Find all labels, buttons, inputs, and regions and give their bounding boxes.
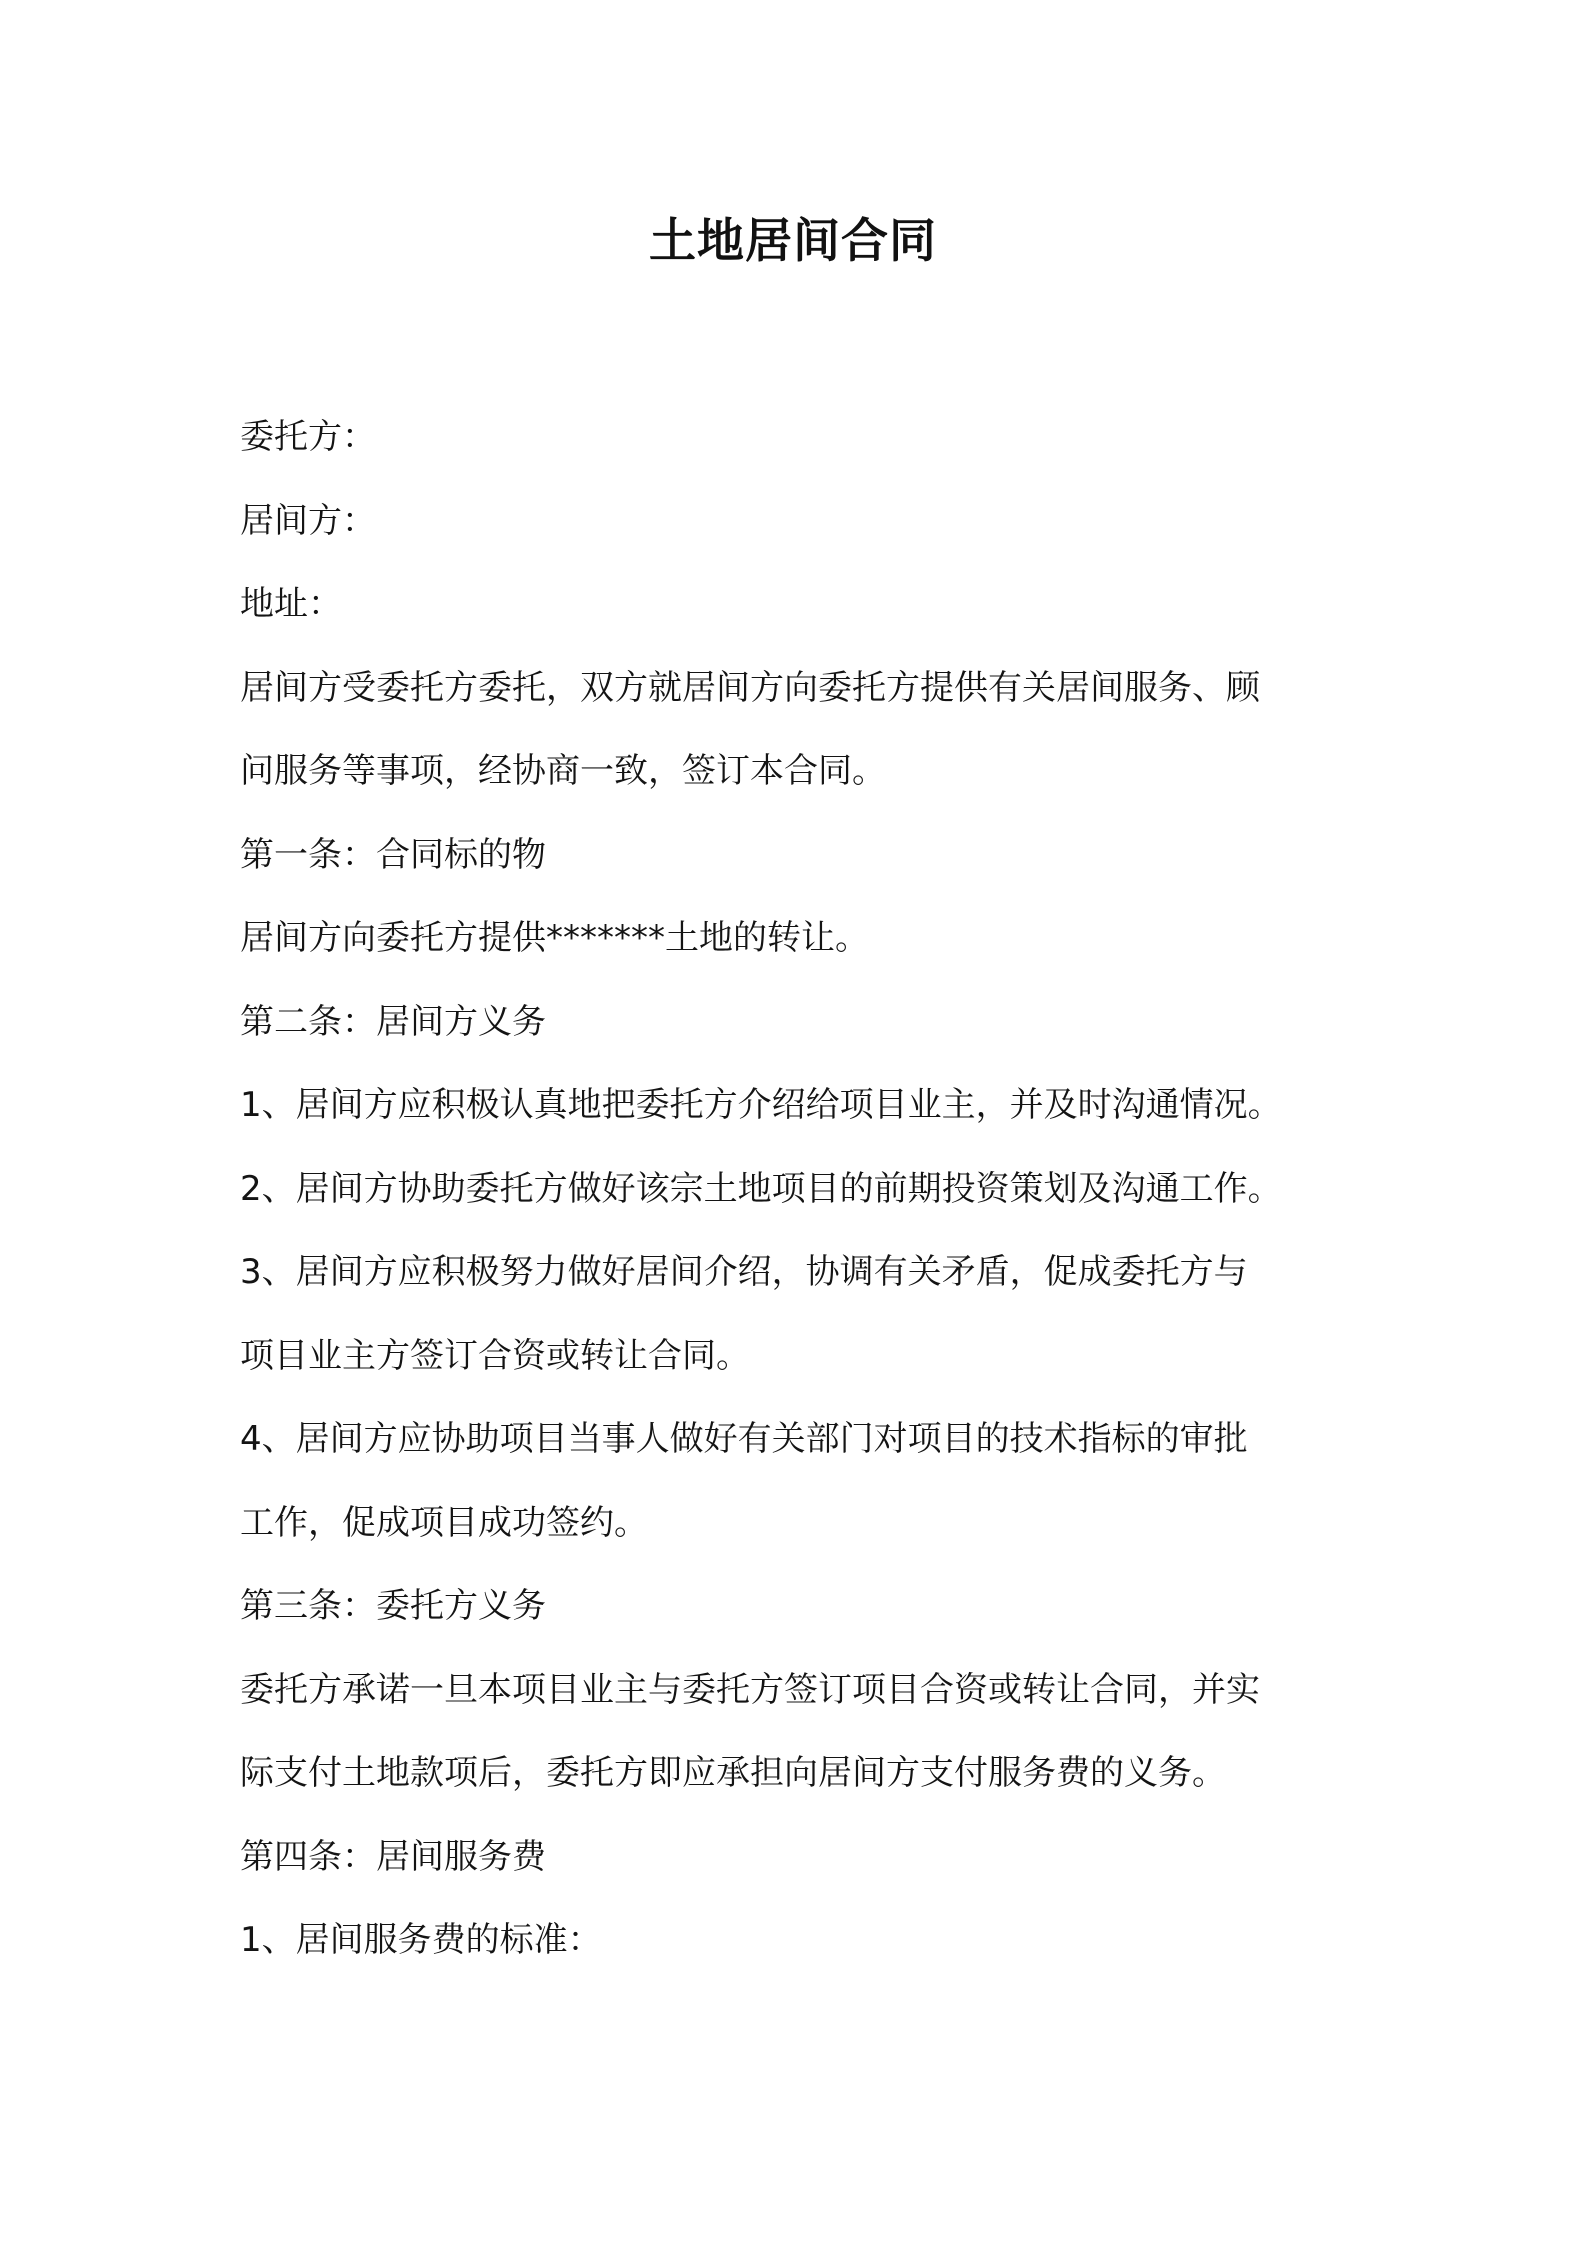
clause-line: 项目业主方签订合资或转让合同。	[240, 1335, 750, 1376]
clause-line: 4、居间方应协助项目当事人做好有关部门对项目的技术指标的审批	[240, 1419, 1248, 1459]
clause-line: 1、居间方应积极认真地把委托方介绍给项目业主，并及时沟通情况。	[240, 1085, 1282, 1125]
party-client-line: 委托方：	[240, 417, 376, 457]
clause-line: 工作，促成项目成功签约。	[240, 1502, 648, 1543]
preamble-line: 问服务等事项，经协商一致，签订本合同。	[240, 751, 886, 791]
document-body	[240, 404, 1360, 1991]
clause-line: 3、居间方应积极努力做好居间介绍，协调有关矛盾，促成委托方与	[240, 1252, 1248, 1292]
address-line: 地址：	[240, 584, 342, 624]
article-text-line: 居间方向委托方提供*******土地的转让。	[240, 918, 869, 958]
article-heading: 第二条：居间方义务	[240, 1001, 546, 1042]
article-heading: 第四条：居间服务费	[240, 1836, 546, 1877]
article-heading: 第一条：合同标的物	[240, 834, 546, 875]
document-title: 土地居间合同	[649, 214, 937, 269]
party-broker-line: 居间方：	[240, 500, 376, 541]
preamble-line: 居间方受委托方委托，双方就居间方向委托方提供有关居间服务、顾	[240, 667, 1260, 708]
article-text-line: 际支付土地款项后，委托方即应承担向居间方支付服务费的义务。	[240, 1753, 1226, 1793]
article-text-line: 委托方承诺一旦本项目业主与委托方签订项目合资或转让合同，并实	[240, 1669, 1260, 1710]
article-heading: 第三条：委托方义务	[240, 1586, 546, 1626]
clause-line: 2、居间方协助委托方做好该宗土地项目的前期投资策划及沟通工作。	[240, 1168, 1282, 1209]
clause-line: 1、居间服务费的标准：	[240, 1920, 602, 1960]
